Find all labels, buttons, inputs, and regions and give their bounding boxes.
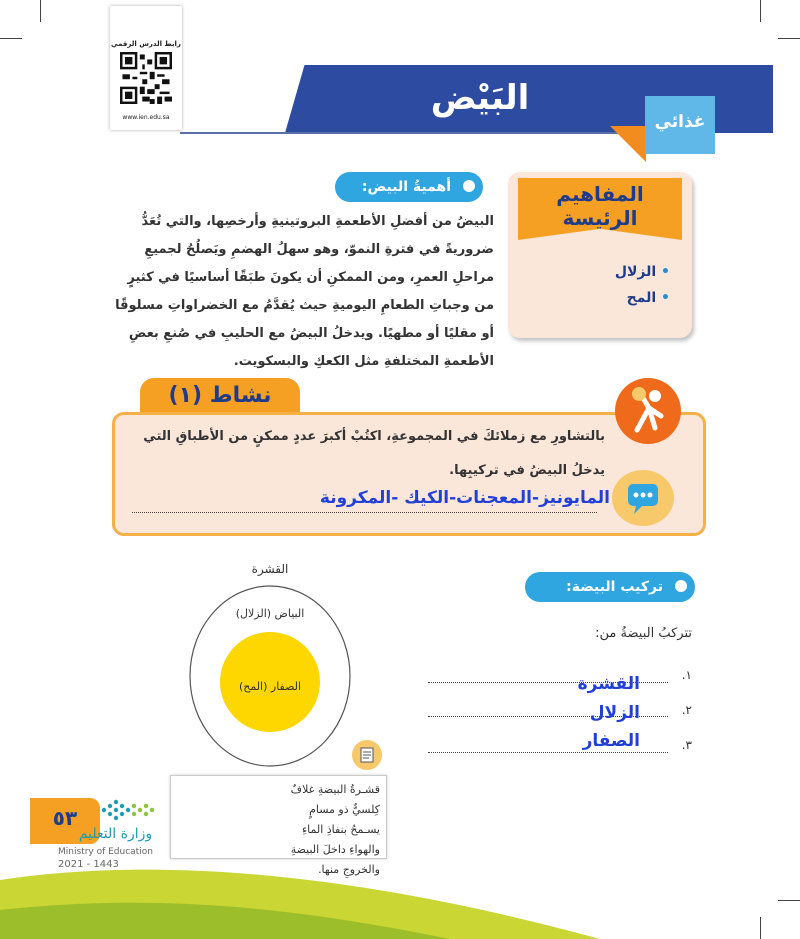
structure-answer-white[interactable]: الزلال bbox=[589, 703, 640, 723]
qr-url[interactable]: www.ien.edu.sa bbox=[122, 114, 170, 121]
key-concepts-title-line2: الرئيسة bbox=[562, 206, 638, 230]
category-tab-fold bbox=[610, 126, 646, 162]
bullet-icon: • bbox=[661, 290, 670, 306]
heading-dot-icon bbox=[673, 578, 689, 594]
concept-item bbox=[560, 264, 670, 280]
heading-dot-icon bbox=[461, 178, 477, 194]
ministry-name-english: Ministry of Education bbox=[58, 847, 153, 857]
digital-lesson-qr-card[interactable] bbox=[110, 6, 182, 130]
page-title: البَيْض bbox=[430, 78, 530, 118]
list-number: ١. bbox=[681, 668, 692, 682]
activity-instructions: بالتشاورِ مع زملائكَ في المجموعةِ، اكتُبْ أكبرَ عددٍ ممكنٍ من الأطباقِ التي يدخلُ البيضُ في تركيبِها. bbox=[143, 429, 605, 478]
activity-title: نشاط (١) bbox=[168, 383, 272, 408]
qr-code-icon[interactable] bbox=[120, 52, 172, 104]
note-pencil-icon bbox=[352, 740, 382, 770]
importance-paragraph: البيضُ من أفضلِ الأطعمةِ البروتينيةِ وأرخصِها، والتي تُعَدُّ ضروريةً في فترةِ النموّ، وهو سهلُ الهضمِ ويَصلُحُ لجميعِ مراحلِ العمرِ، ومن الممكنِ أن يكونَ طبَقًا أساسيًا في كثيرٍ من وجباتِ الطعامِ اليوميةِ حيث يُقدَّمُ مع الخضراواتِ مسلوقًا أو مقليًا أو مطهيًا. ويدخلُ البيضُ مع الحليبِ في صُنعِ بعضِ الأطعمةِ المختلفةِ مثل الكعكِ والبسكويت. bbox=[115, 214, 494, 369]
yolk-label: الصفار (المح) bbox=[238, 680, 302, 693]
key-concepts-title-line1: المفاهيم bbox=[556, 182, 644, 206]
answer-dotted-line bbox=[132, 512, 597, 513]
structure-intro: تتركبُ البيضةُ من: bbox=[595, 626, 692, 641]
page-number: ٥٣ bbox=[52, 806, 78, 830]
structure-answer-shell[interactable]: القشرة bbox=[577, 674, 640, 694]
ministry-logo-icon bbox=[98, 796, 158, 824]
importance-heading: أهميةُ البيض: bbox=[361, 179, 451, 195]
list-number: ٢. bbox=[681, 703, 692, 717]
egg-white-label: البياض (الزلال) bbox=[235, 607, 305, 620]
concept-label: المح bbox=[626, 290, 657, 306]
answer-dotted-line bbox=[428, 752, 668, 753]
list-number: ٣. bbox=[681, 738, 692, 752]
activity-answer[interactable]: المايونيز-المعجنات-الكيك -المكرونة bbox=[319, 488, 610, 508]
concept-label: الزلال bbox=[614, 264, 657, 280]
structure-heading: تركيب البيضة: bbox=[566, 579, 663, 595]
ministry-name-arabic: وزارة التعليم bbox=[78, 826, 153, 842]
edition-year: 2021 - 1443 bbox=[58, 859, 119, 870]
category-label: غذائي bbox=[654, 112, 706, 132]
key-concepts-title bbox=[518, 182, 682, 230]
title-underline bbox=[180, 132, 650, 134]
bullet-icon: • bbox=[661, 264, 670, 280]
importance-heading-pill bbox=[335, 172, 483, 202]
note-text: قشـرةُ البيضةِ غلافٌ كِلسيٌّ ذو مسامٍ يسـمحُ بنفاذِ الماءِ والهواءِ داخلَ البيضةِ والخروجِ منها. bbox=[290, 783, 380, 876]
chat-bubble-icon bbox=[612, 470, 674, 526]
structure-heading-pill bbox=[525, 572, 695, 602]
structure-answer-yolk[interactable]: الصفار bbox=[582, 731, 640, 751]
shell-label: القشرة bbox=[251, 562, 289, 576]
activity-person-icon bbox=[615, 378, 681, 444]
concept-item bbox=[560, 290, 670, 306]
qr-title: رابط الدرس الرقمي bbox=[111, 40, 181, 48]
